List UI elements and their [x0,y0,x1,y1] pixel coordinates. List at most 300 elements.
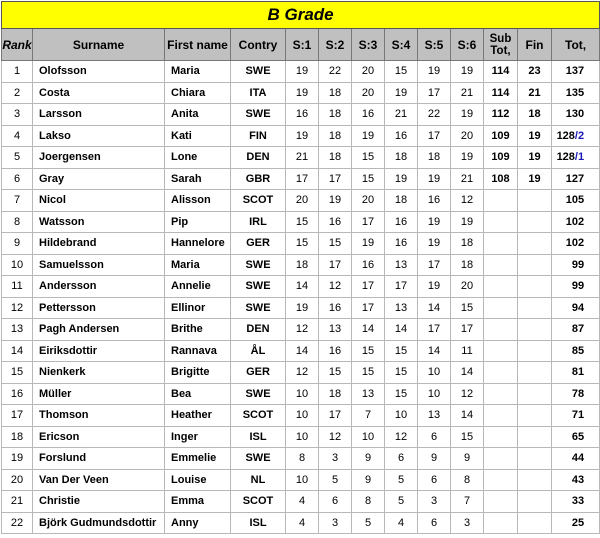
cell-final [518,512,552,534]
cell-first-name: Chiara [165,82,231,104]
cell-series-5: 10 [418,362,451,384]
cell-sub-total [484,254,518,276]
table-row [2,362,600,384]
cell-series-4: 12 [385,426,418,448]
table-row [2,211,600,233]
cell-sub-total [484,491,518,513]
cell-series-1: 16 [286,104,319,126]
grade-title: B Grade [2,2,600,29]
cell-series-4: 18 [385,147,418,169]
cell-rank: 13 [2,319,33,341]
cell-series-5: 9 [418,448,451,470]
cell-rank: 17 [2,405,33,427]
cell-rank: 20 [2,469,33,491]
cell-series-4: 5 [385,469,418,491]
cell-final [518,383,552,405]
cell-series-3: 15 [352,147,385,169]
cell-series-5: 17 [418,319,451,341]
cell-series-5: 10 [418,383,451,405]
cell-series-1: 4 [286,491,319,513]
cell-total [552,82,600,104]
cell-series-5: 19 [418,168,451,190]
cell-final [518,491,552,513]
cell-series-1: 10 [286,383,319,405]
cell-series-6: 8 [451,469,484,491]
cell-series-2: 3 [319,448,352,470]
cell-series-3: 16 [352,104,385,126]
cell-final [518,469,552,491]
cell-series-6: 9 [451,448,484,470]
cell-series-2: 18 [319,147,352,169]
cell-series-2: 16 [319,211,352,233]
cell-country: SWE [231,254,286,276]
total-value: 99 [571,258,585,271]
cell-series-1: 10 [286,426,319,448]
cell-series-1: 10 [286,469,319,491]
total-value: 44 [571,452,585,465]
cell-final: 18 [518,104,552,126]
cell-series-1: 19 [286,125,319,147]
cell-sub-total: 108 [484,168,518,190]
total-value: 128 [556,129,575,142]
cell-series-1: 8 [286,448,319,470]
cell-surname: Nienkerk [33,362,165,384]
cell-series-3: 14 [352,319,385,341]
cell-series-3: 15 [352,362,385,384]
table-row [2,254,600,276]
cell-rank: 5 [2,147,33,169]
cell-series-5: 19 [418,233,451,255]
cell-sub-total [484,448,518,470]
cell-series-2: 16 [319,340,352,362]
cell-series-5: 17 [418,82,451,104]
cell-surname: Larsson [33,104,165,126]
cell-series-6: 17 [451,319,484,341]
cell-series-5: 17 [418,254,451,276]
cell-series-2: 6 [319,491,352,513]
total-value: 127 [565,172,585,185]
table-row [2,168,600,190]
cell-series-1: 4 [286,512,319,534]
cell-series-2: 17 [319,405,352,427]
cell-rank: 21 [2,491,33,513]
cell-total [552,469,600,491]
cell-surname: Müller [33,383,165,405]
table-row [2,233,600,255]
cell-surname: Samuelsson [33,254,165,276]
cell-series-2: 3 [319,512,352,534]
total-value: 81 [571,366,585,379]
cell-rank: 3 [2,104,33,126]
cell-first-name: Anita [165,104,231,126]
cell-series-3: 9 [352,469,385,491]
cell-series-5: 3 [418,491,451,513]
cell-total [552,319,600,341]
cell-series-6: 19 [451,211,484,233]
cell-surname: Ericson [33,426,165,448]
cell-surname: Eiriksdottir [33,340,165,362]
cell-series-5: 14 [418,297,451,319]
cell-final [518,362,552,384]
cell-total [552,405,600,427]
cell-country: SWE [231,276,286,298]
total-value: 105 [565,194,585,207]
cell-surname: Thomson [33,405,165,427]
cell-series-3: 5 [352,512,385,534]
cell-first-name: Heather [165,405,231,427]
total-value: 43 [571,473,585,486]
cell-sub-total [484,190,518,212]
header-s5: S:5 [418,29,451,61]
cell-series-6: 12 [451,190,484,212]
cell-rank: 12 [2,297,33,319]
cell-sub-total [484,383,518,405]
cell-surname: Van Der Veen [33,469,165,491]
cell-series-2: 18 [319,104,352,126]
cell-series-4: 16 [385,125,418,147]
cell-sub-total [484,426,518,448]
cell-final [518,319,552,341]
cell-series-4: 17 [385,276,418,298]
cell-surname: Lakso [33,125,165,147]
cell-rank: 6 [2,168,33,190]
cell-series-4: 15 [385,61,418,83]
cell-series-4: 5 [385,491,418,513]
total-value: 99 [571,280,585,293]
cell-first-name: Annelie [165,276,231,298]
cell-sub-total: 109 [484,147,518,169]
cell-country: DEN [231,319,286,341]
cell-surname: Björk Gudmundsdottir [33,512,165,534]
cell-series-2: 15 [319,362,352,384]
cell-series-1: 12 [286,319,319,341]
cell-country: ITA [231,82,286,104]
cell-first-name: Lone [165,147,231,169]
cell-series-6: 14 [451,362,484,384]
header-row [2,29,600,61]
cell-rank: 7 [2,190,33,212]
cell-series-1: 10 [286,405,319,427]
cell-sub-total [484,319,518,341]
cell-total [552,340,600,362]
table-row [2,512,600,534]
cell-series-4: 4 [385,512,418,534]
title-row [2,2,600,29]
cell-surname: Forslund [33,448,165,470]
cell-country: SWE [231,104,286,126]
cell-final [518,190,552,212]
header-sub-total: Sub Tot, [484,29,518,61]
total-value: 94 [571,301,585,314]
cell-final [518,426,552,448]
cell-final [518,211,552,233]
cell-surname: Pettersson [33,297,165,319]
cell-series-1: 19 [286,297,319,319]
cell-total [552,383,600,405]
cell-series-6: 7 [451,491,484,513]
cell-country: ÅL [231,340,286,362]
cell-sub-total: 112 [484,104,518,126]
cell-surname: Hildebrand [33,233,165,255]
cell-series-5: 13 [418,405,451,427]
header-s4: S:4 [385,29,418,61]
cell-series-5: 19 [418,61,451,83]
cell-surname: Pagh Andersen [33,319,165,341]
cell-country: SWE [231,448,286,470]
cell-series-3: 10 [352,426,385,448]
cell-series-6: 19 [451,147,484,169]
cell-sub-total [484,512,518,534]
cell-country: SWE [231,297,286,319]
table-row [2,190,600,212]
total-value: 102 [565,237,585,250]
header-s2: S:2 [319,29,352,61]
cell-sub-total: 114 [484,61,518,83]
cell-series-6: 18 [451,233,484,255]
cell-series-3: 20 [352,61,385,83]
cell-series-2: 22 [319,61,352,83]
table-row [2,405,600,427]
cell-series-6: 19 [451,104,484,126]
cell-sub-total [484,362,518,384]
cell-final [518,448,552,470]
cell-first-name: Inger [165,426,231,448]
tie-break-marker: /1 [574,151,585,164]
cell-sub-total [484,233,518,255]
cell-series-2: 12 [319,276,352,298]
cell-series-2: 19 [319,190,352,212]
cell-total [552,362,600,384]
cell-sub-total: 114 [484,82,518,104]
cell-total [552,512,600,534]
table-row [2,104,600,126]
results-table [1,1,600,534]
cell-final: 23 [518,61,552,83]
cell-first-name: Kati [165,125,231,147]
cell-series-1: 15 [286,211,319,233]
cell-final [518,340,552,362]
cell-first-name: Bea [165,383,231,405]
cell-country: SWE [231,61,286,83]
cell-series-4: 16 [385,211,418,233]
cell-series-6: 12 [451,383,484,405]
cell-total [552,448,600,470]
cell-series-6: 11 [451,340,484,362]
header-surname: Surname [33,29,165,61]
cell-total [552,297,600,319]
total-value: 128 [556,151,575,164]
cell-series-4: 18 [385,190,418,212]
cell-series-2: 12 [319,426,352,448]
cell-first-name: Anny [165,512,231,534]
cell-surname: Nicol [33,190,165,212]
cell-series-1: 19 [286,82,319,104]
cell-series-5: 6 [418,426,451,448]
cell-series-6: 20 [451,276,484,298]
cell-series-3: 17 [352,211,385,233]
cell-series-6: 19 [451,61,484,83]
cell-series-1: 14 [286,340,319,362]
cell-series-5: 14 [418,340,451,362]
cell-series-6: 18 [451,254,484,276]
cell-total [552,168,600,190]
cell-country: IRL [231,211,286,233]
cell-series-3: 20 [352,82,385,104]
cell-series-2: 15 [319,233,352,255]
cell-series-2: 18 [319,82,352,104]
cell-country: FIN [231,125,286,147]
cell-series-4: 16 [385,233,418,255]
cell-final: 19 [518,147,552,169]
cell-surname: Christie [33,491,165,513]
cell-rank: 14 [2,340,33,362]
cell-rank: 1 [2,61,33,83]
header-total: Tot, [552,29,600,61]
table-row [2,426,600,448]
cell-country: SWE [231,383,286,405]
cell-first-name: Pip [165,211,231,233]
cell-country: SCOT [231,405,286,427]
cell-rank: 16 [2,383,33,405]
cell-sub-total [484,340,518,362]
cell-series-4: 13 [385,254,418,276]
cell-series-2: 17 [319,168,352,190]
cell-total [552,276,600,298]
cell-series-6: 15 [451,297,484,319]
cell-series-2: 18 [319,383,352,405]
table-row [2,147,600,169]
cell-series-4: 15 [385,340,418,362]
cell-series-5: 16 [418,190,451,212]
cell-rank: 8 [2,211,33,233]
header-s1: S:1 [286,29,319,61]
cell-sub-total [484,276,518,298]
cell-rank: 11 [2,276,33,298]
cell-series-3: 9 [352,448,385,470]
table-row [2,319,600,341]
cell-final: 19 [518,168,552,190]
cell-series-5: 18 [418,147,451,169]
cell-total [552,211,600,233]
cell-series-4: 15 [385,362,418,384]
cell-rank: 18 [2,426,33,448]
table-row [2,491,600,513]
cell-series-1: 20 [286,190,319,212]
cell-country: GER [231,362,286,384]
cell-surname: Joergensen [33,147,165,169]
cell-series-6: 15 [451,426,484,448]
cell-series-5: 17 [418,125,451,147]
cell-first-name: Hannelore [165,233,231,255]
cell-final [518,276,552,298]
cell-series-4: 19 [385,168,418,190]
header-s3: S:3 [352,29,385,61]
table-row [2,469,600,491]
cell-series-1: 21 [286,147,319,169]
cell-series-3: 15 [352,168,385,190]
cell-series-2: 16 [319,297,352,319]
total-value: 102 [565,215,585,228]
header-final: Fin [518,29,552,61]
header-first-name: First name [165,29,231,61]
cell-surname: Olofsson [33,61,165,83]
cell-series-4: 6 [385,448,418,470]
cell-series-5: 6 [418,469,451,491]
cell-surname: Gray [33,168,165,190]
cell-country: SCOT [231,491,286,513]
cell-rank: 19 [2,448,33,470]
cell-total [552,125,600,147]
total-value: 137 [565,65,585,78]
cell-total [552,491,600,513]
total-value: 71 [571,409,585,422]
cell-sub-total [484,405,518,427]
cell-series-3: 19 [352,233,385,255]
cell-first-name: Ellinor [165,297,231,319]
cell-total [552,104,600,126]
table-row [2,82,600,104]
cell-rank: 22 [2,512,33,534]
cell-total [552,190,600,212]
header-country: Contry [231,29,286,61]
cell-sub-total [484,297,518,319]
cell-series-6: 3 [451,512,484,534]
cell-country: DEN [231,147,286,169]
cell-series-3: 19 [352,125,385,147]
table-row [2,125,600,147]
cell-sub-total: 109 [484,125,518,147]
cell-rank: 9 [2,233,33,255]
cell-final [518,254,552,276]
cell-series-1: 19 [286,61,319,83]
cell-total [552,254,600,276]
cell-series-1: 18 [286,254,319,276]
cell-first-name: Brithe [165,319,231,341]
cell-series-2: 13 [319,319,352,341]
cell-series-3: 7 [352,405,385,427]
table-row [2,276,600,298]
cell-series-4: 10 [385,405,418,427]
cell-series-6: 14 [451,405,484,427]
cell-series-3: 8 [352,491,385,513]
cell-series-4: 21 [385,104,418,126]
cell-series-1: 14 [286,276,319,298]
table-row [2,383,600,405]
cell-country: GBR [231,168,286,190]
cell-series-3: 16 [352,254,385,276]
total-value: 25 [571,516,585,529]
cell-rank: 2 [2,82,33,104]
cell-sub-total [484,469,518,491]
total-value: 85 [571,344,585,357]
cell-first-name: Emma [165,491,231,513]
cell-final [518,297,552,319]
header-rank: Rank [2,29,33,61]
cell-series-2: 17 [319,254,352,276]
cell-first-name: Rannava [165,340,231,362]
cell-rank: 10 [2,254,33,276]
cell-series-4: 19 [385,82,418,104]
cell-surname: Costa [33,82,165,104]
total-value: 87 [571,323,585,336]
cell-final: 21 [518,82,552,104]
cell-series-6: 21 [451,82,484,104]
cell-series-5: 22 [418,104,451,126]
cell-country: ISL [231,512,286,534]
cell-first-name: Louise [165,469,231,491]
cell-series-6: 21 [451,168,484,190]
cell-series-6: 20 [451,125,484,147]
